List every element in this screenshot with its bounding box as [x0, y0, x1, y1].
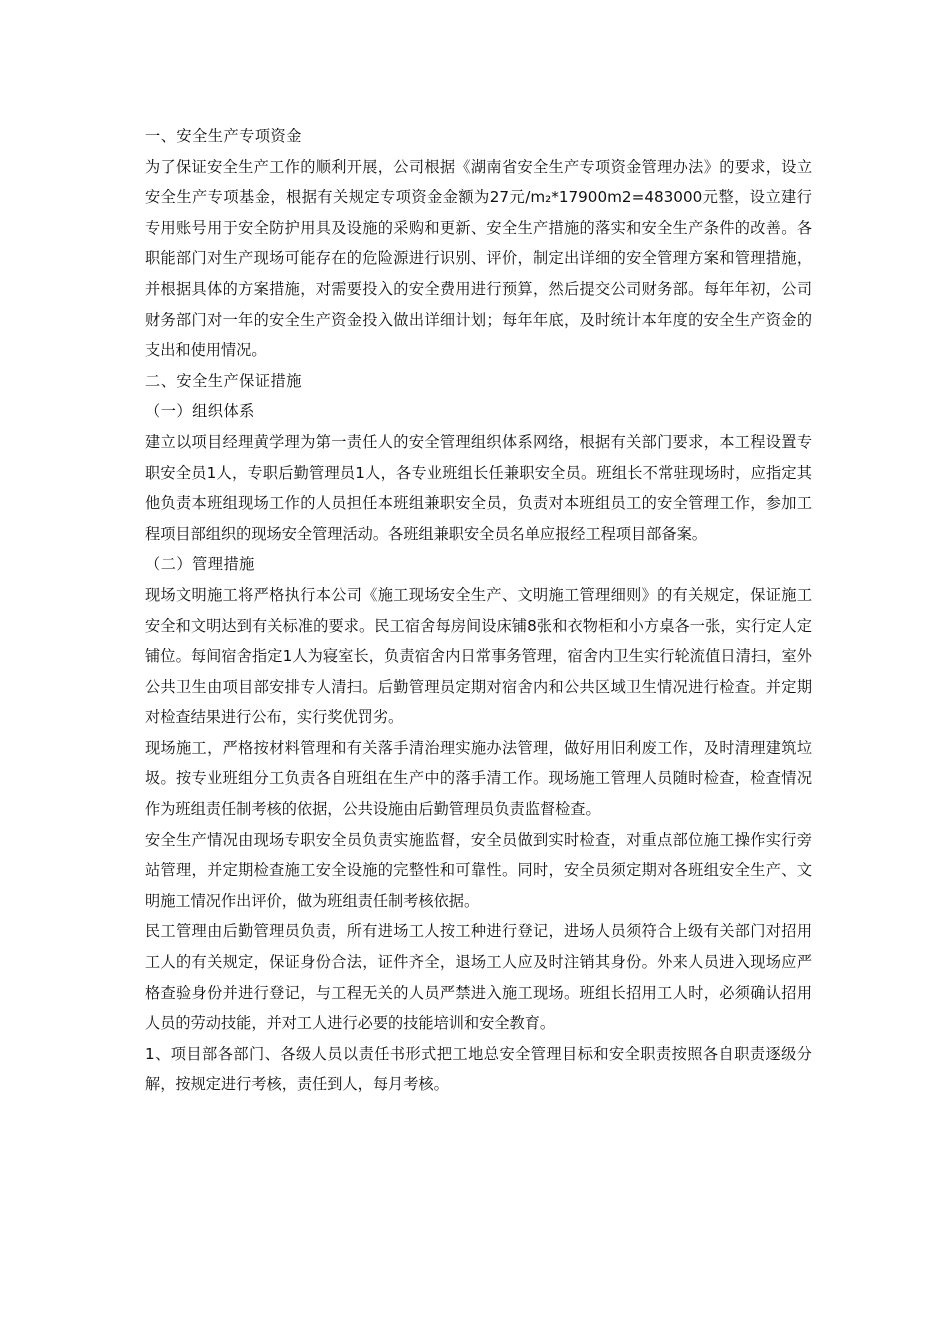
subsection-heading-management: （二）管理措施: [145, 555, 255, 574]
section-heading-safety-fund: 一、安全生产专项资金: [145, 127, 302, 145]
subsection-heading-organization: （一）组织体系: [145, 402, 255, 421]
paragraph-organization: 建立以项目经理黄学理为第一责任人的安全管理组织体系网络，根据有关部门要求，本工程设置专职安全员1人，专职后勤管理员1人，各专业班组长任兼职安全员。班组长不常驻现场时，应指定其他负责本班组现场工作的人员担任本班组兼职安全员，负责对本班组员工的安全管理工作，参加工程项目部组织的现场安全管理活动。各班组兼职安全员名单应报经工程项目部备案。: [145, 432, 812, 543]
paragraph-safety-supervision: 安全生产情况由现场专职安全员负责实施监督，安全员做到实时检查，对重点部位施工操作实行旁站管理，并定期检查施工安全设施的完整性和可靠性。同时，安全员须定期对各班组安全生产、文明施工情况作出评价，做为班组责任制考核依据。: [145, 830, 812, 910]
paragraph-responsibility-item-1: 1、项目部各部门、各级人员以责任书形式把工地总安全管理目标和安全职责按照各自职责逐级分解，按规定进行考核，责任到人，每月考核。: [145, 1044, 812, 1094]
document-body: [145, 121, 812, 1100]
paragraph-worker-management: 民工管理由后勤管理员负责，所有进场工人按工种进行登记，进场人员须符合上级有关部门对招用工人的有关规定，保证身份合法，证件齐全，退场工人应及时注销其身份。外来人员进入现场应严格查验身份并进行登记，与工程无关的人员严禁进入施工现场。班组长招用工人时，必须确认招用人员的劳动技能，并对工人进行必要的技能培训和安全教育。: [145, 922, 812, 1033]
paragraph-safety-fund: 为了保证安全生产工作的顺利开展，公司根据《湖南省安全生产专项资金管理办法》的要求，设立安全生产专项基金，根据有关规定专项资金金额为27元/m₂*17900m2=483000元整，设立建行专用账号用于安全防护用具及设施的采购和更新、安全生产措施的落实和安全生产条件的改善。各职能部门对生产现场可能存在的危险源进行识别、评价，制定出详细的安全管理方案和管理措施，并根据具体的方案措施，对需要投入的安全费用进行预算，然后提交公司财务部。每年年初，公司财务部门对一年的安全生产资金投入做出详细计划；每年年底，及时统计本年度的安全生产资金的支出和使用情况。: [145, 157, 812, 360]
paragraph-site-construction: 现场施工，严格按材料管理和有关落手清治理实施办法管理，做好用旧利废工作，及时清理建筑垃圾。按专业班组分工负责各自班组在生产中的落手清工作。现场施工管理人员随时检查，检查情况作为班组责任制考核的依据，公共设施由后勤管理员负责监督检查。: [145, 738, 812, 819]
section-heading-safety-measures: 二、安全生产保证措施: [145, 371, 302, 390]
paragraph-civilized-construction: 现场文明施工将严格执行本公司《施工现场安全生产、文明施工管理细则》的有关规定，保证施工安全和文明达到有关标准的要求。民工宿舍每房间设床铺8张和衣物柜和小方桌各一张，实行定人定铺位。每间宿舍指定1人为寝室长，负责宿舍内日常事务管理，宿舍内卫生实行轮流值日清扫，室外公共卫生由项目部安排专人清扫。后勤管理员定期对宿舍内和公共区域卫生情况进行检查。并定期对检查结果进行公布，实行奖优罚劣。: [145, 585, 812, 727]
